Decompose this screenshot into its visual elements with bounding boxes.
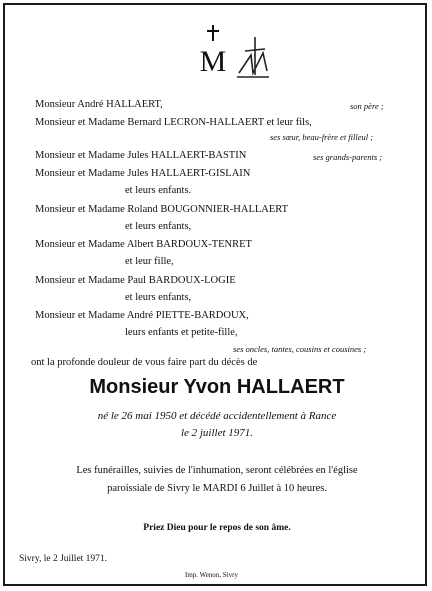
- funeral-text: paroissiale de Sivry le MARDI 6 Juillet à 10 heures.: [107, 483, 327, 494]
- place-date: Sivry, le 2 Juillet 1971.: [19, 554, 108, 564]
- printer-credit: Imp. Wenon, Sivry: [185, 571, 238, 579]
- family-row: Monsieur et Madame André PIETTE-BARDOUX,: [35, 310, 249, 321]
- family-sub: et leur fille,: [125, 256, 174, 267]
- monogram-letter: M: [199, 45, 227, 75]
- mourning-card: [3, 3, 427, 586]
- deceased-name: Monsieur Yvon HALLAERT: [89, 376, 345, 398]
- family-row: Monsieur et Madame Albert BARDOUX-TENRET: [35, 239, 252, 250]
- birth-death-line: né le 26 mai 1950 et décédé accidentellement à Rance: [97, 410, 337, 422]
- family-row: Monsieur André HALLAERT,: [35, 99, 163, 110]
- relation-text: son père ;: [350, 101, 384, 111]
- family-sub: et leurs enfants,: [125, 292, 192, 303]
- family-row: Monsieur et Madame Bernard LECRON-HALLAERT et leur fils,: [35, 117, 312, 128]
- family-sub: et leurs enfants,: [125, 221, 192, 232]
- family-sub: leurs enfants et petite-fille,: [125, 327, 238, 338]
- funeral-text: Les funérailles, suivies de l'inhumation, seront célébrées en l'église: [76, 465, 358, 476]
- family-row: Monsieur et Madame Jules HALLAERT-GISLAIN: [35, 168, 251, 179]
- prayer-text: Priez Dieu pour le repos de son âme.: [143, 523, 291, 533]
- cross-sign-icon: [233, 33, 273, 81]
- family-row: Monsieur et Madame Paul BARDOUX-LOGIE: [35, 275, 236, 286]
- family-sub: et leurs enfants.: [125, 185, 192, 196]
- family-row: Monsieur et Madame Jules HALLAERT-BASTIN: [35, 150, 247, 161]
- announcement-text: ont la profonde douleur de vous faire part du décès de: [31, 357, 258, 368]
- relation-text: ses oncles, tantes, cousins et cousines ;: [233, 344, 367, 354]
- family-row: Monsieur et Madame Roland BOUGONNIER-HALLAERT: [35, 204, 289, 215]
- relation-text: ses sœur, beau-frère et filleul ;: [270, 132, 374, 142]
- marian-monogram-icon: [193, 23, 233, 75]
- death-date-line: le 2 juillet 1971.: [180, 427, 254, 439]
- relation-text: ses grands-parents ;: [313, 152, 383, 162]
